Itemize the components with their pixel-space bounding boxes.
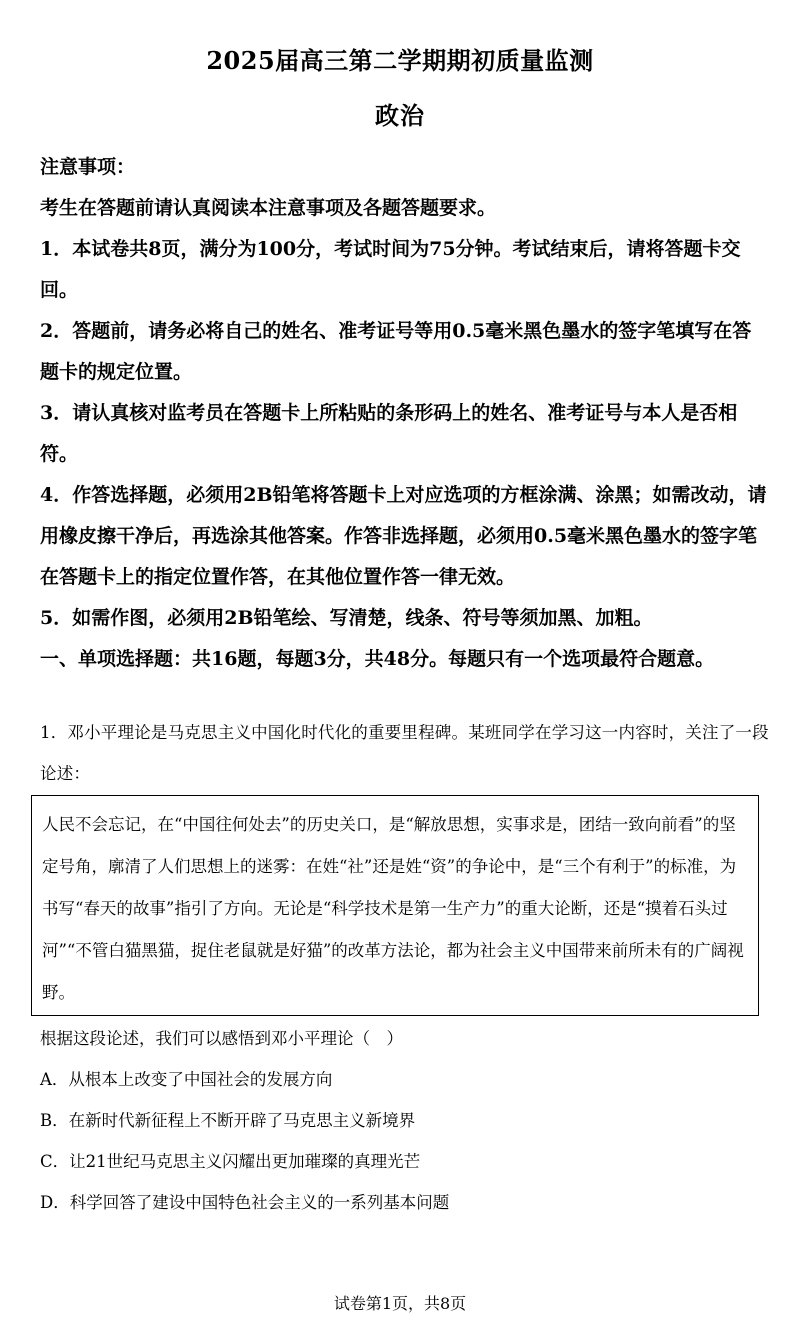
notes-section — [40, 147, 770, 680]
question-1-intro — [40, 712, 770, 794]
option-d: D．科学回答了建设中国特色社会主义的一系列基本问题 — [40, 1193, 450, 1212]
option-b: B．在新时代新征程上不断开辟了马克思主义新境界 — [40, 1111, 416, 1130]
exam-title: 2025届高三第二学期期初质量监测 — [206, 46, 594, 75]
notes-item-2: 2．答题前，请务必将自己的姓名、准考证号等用0.5毫米黑色墨水的签字笔填写在答题卡的规定位置。 — [40, 320, 752, 383]
notes-item-1: 1．本试卷共8页，满分为100分，考试时间为75分钟。考试结束后，请将答题卡交回。 — [40, 238, 741, 301]
notes-item-4: 4．作答选择题，必须用2B铅笔将答题卡上对应选项的方框涂满、涂黑；如需改动，请用橡皮擦干净后，再选涂其他答案。作答非选择题，必须用0.5毫米黑色墨水的签字笔在答题卡上的指定位置作答，在其他位置作答一律无效。 — [40, 484, 767, 588]
question-1-body — [40, 1018, 770, 1223]
notes-item-3: 3．请认真核对监考员在答题卡上所粘贴的条形码上的姓名、准考证号与本人是否相符。 — [40, 402, 738, 465]
quote-box: 人民不会忘记，在“中国往何处去”的历史关口，是“解放思想，实事求是，团结一致向前看”的坚定号角，廓清了人们思想上的迷雾：在姓“社”还是姓“资”的争论中，是“三个有利于”的标准，为书写“春天的故事”指引了方向。无论是“科学技术是第一生产力”的重大论断，还是“摸着石头过河”“不管白猫黑猫，捉住老鼠就是好猫”的改革方法论，都为社会主义中国带来前所未有的广阔视野。 — [31, 795, 759, 1016]
section-heading: 一、单项选择题：共16题，每题3分，共48分。每题只有一个选项最符合题意。 — [40, 648, 715, 670]
subject-title: 政治 — [375, 101, 425, 130]
notes-heading: 注意事项： — [40, 156, 136, 178]
option-c: C．让21世纪马克思主义闪耀出更加璀璨的真理光芒 — [40, 1152, 421, 1171]
question-1-prompt: 根据这段论述，我们可以感悟到邓小平理论（ ） — [40, 1029, 403, 1048]
notes-intro: 考生在答题前请认真阅读本注意事项及各题答题要求。 — [40, 197, 497, 219]
option-a: A．从根本上改变了中国社会的发展方向 — [40, 1070, 333, 1089]
question-1-stem: 1．邓小平理论是马克思主义中国化时代化的重要里程碑。某班同学在学习这一内容时，关注了一段论述： — [40, 723, 769, 783]
page-footer: 试卷第1页，共8页 — [333, 1294, 467, 1313]
notes-item-5: 5．如需作图，必须用2B铅笔绘、写清楚，线条、符号等须加黑、加粗。 — [40, 607, 653, 629]
